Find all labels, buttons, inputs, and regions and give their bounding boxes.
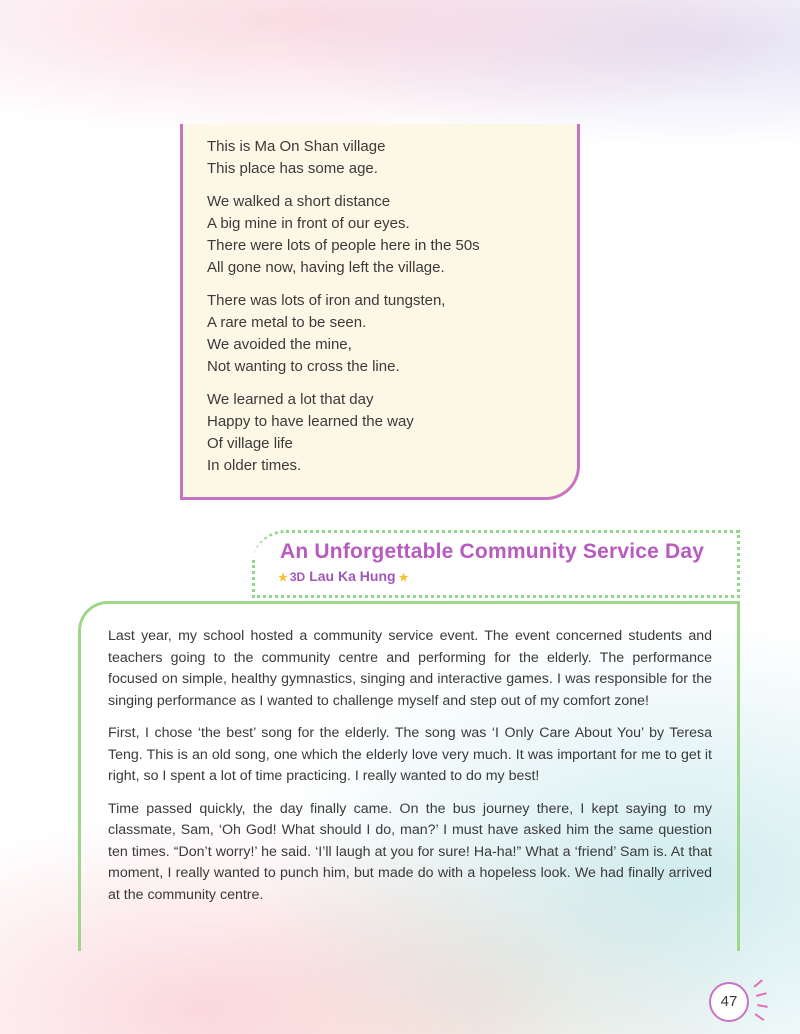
poem-line: Of village life [207, 435, 293, 452]
article-paragraph: First, I chose ‘the best’ song for the elderly. The song was ‘I Only Care About You’ by Teresa Teng. This is an old song, one which the elderly love very much. It was important for me to get it right, so I spent a lot of time practicing. I really wanted to do my best! [108, 725, 712, 784]
star-icon: ★ [278, 572, 288, 584]
poem-line: A big mine in front of our eyes. [207, 215, 410, 232]
poem-stanza [207, 290, 480, 378]
poem-line: This is Ma On Shan village [207, 138, 386, 155]
poem-line: We avoided the mine, [207, 336, 352, 353]
article-body [108, 626, 712, 917]
poem-line: In older times. [207, 457, 302, 474]
poem-line: We walked a short distance [207, 193, 391, 210]
byline [278, 568, 408, 584]
poem-stanza [207, 136, 480, 180]
poem-box [180, 124, 580, 500]
poem-line: This place has some age. [207, 160, 378, 177]
article-paragraph: Last year, my school hosted a community service event. The event concerned students and teachers going to the community centre and performing for the elderly. The performance focused on simple, healthy gymnastics, singing and interactive games. I was responsible for the singing performance as I wanted to challenge myself and step out of my comfort zone! [108, 628, 712, 709]
poem-line: There was lots of iron and tungsten, [207, 292, 446, 309]
article-paragraph: Time passed quickly, the day finally came. On the bus journey there, I kept saying to my classmate, Sam, ‘Oh God! What should I do, man?’ I must have asked him the same question ten times. “Don’t worry!’ he said. ‘I’ll laugh at you for sure! Ha-ha!” What a ‘friend’ Sam is. At that moment, I really wanted to punch him, but made do with a hopeless look. We had finally arrived at the community centre. [108, 800, 712, 903]
title-frame-left [252, 560, 255, 598]
article-title: An Unforgettable Community Service Day [280, 540, 705, 563]
poem-line: We learned a lot that day [207, 391, 374, 408]
star-icon: ★ [395, 572, 409, 584]
author-name: Lau Ka Hung [309, 568, 396, 584]
class-label: 3D [289, 570, 306, 584]
page-number: 47 [709, 982, 749, 1022]
poem-line: Happy to have learned the way [207, 413, 414, 430]
poem-text [207, 136, 480, 488]
poem-stanza [207, 191, 480, 279]
poem-stanza [207, 389, 480, 477]
poem-line: There were lots of people here in the 50s [207, 237, 480, 254]
poem-line: Not wanting to cross the line. [207, 358, 400, 375]
poem-line: All gone now, having left the village. [207, 259, 445, 276]
poem-line: A rare metal to be seen. [207, 314, 367, 331]
